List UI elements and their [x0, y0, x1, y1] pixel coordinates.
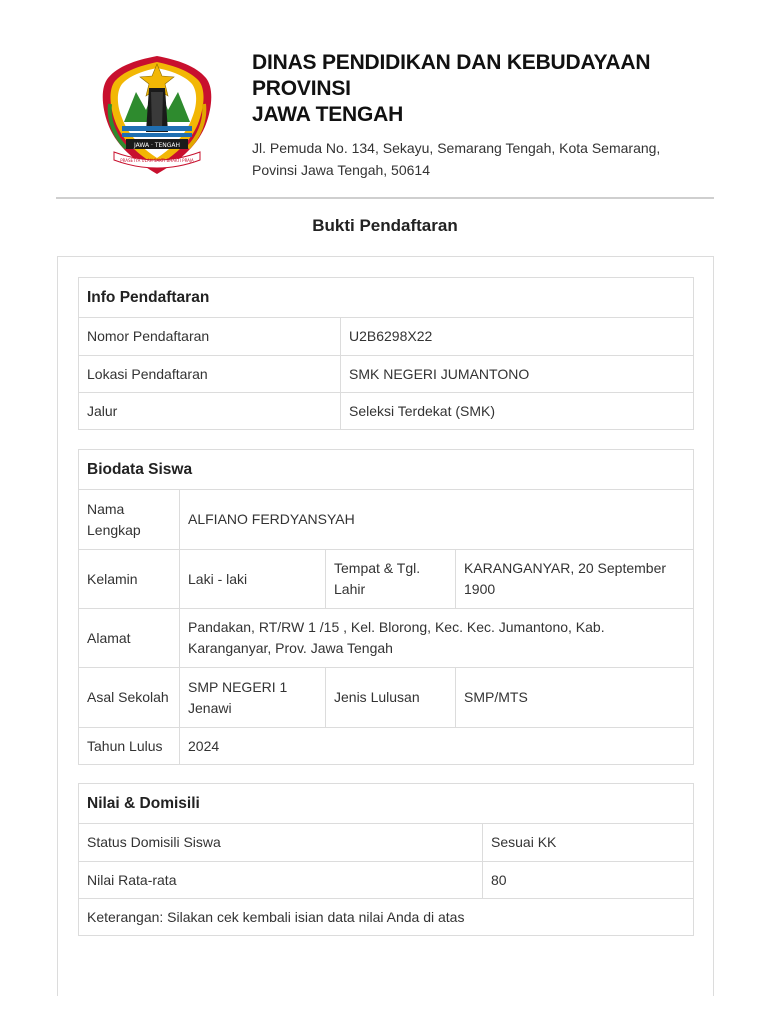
- nama-lengkap-label: Nama Lengkap: [79, 490, 180, 550]
- lokasi-pendaftaran-label: Lokasi Pendaftaran: [79, 356, 341, 393]
- address-line-1: Jl. Pemuda No. 134, Sekayu, Semarang Tengah, Kota Semarang,: [252, 140, 661, 156]
- jalur-value: Seleksi Terdekat (SMK): [341, 393, 694, 430]
- kelamin-label: Kelamin: [79, 550, 180, 609]
- asal-sekolah-label: Asal Sekolah: [79, 668, 180, 728]
- nilai-domisili-section: [78, 783, 694, 936]
- table-row: [79, 356, 694, 393]
- org-name-line-2: PROVINSI: [252, 77, 351, 100]
- kelamin-value: Laki - laki: [180, 550, 326, 609]
- organization-block: [252, 50, 712, 181]
- section-title: Nilai & Domisili: [79, 784, 694, 824]
- asal-sekolah-value: SMP NEGERI 1 Jenawi: [180, 668, 326, 728]
- info-pendaftaran-table: [78, 277, 694, 430]
- alamat-value: Pandakan, RT/RW 1 /15 , Kel. Blorong, Kec. Kec. Jumantono, Kab. Karanganyar, Prov. Jawa Tengah: [180, 609, 694, 668]
- nilai-rata-rata-label: Nilai Rata-rata: [79, 862, 483, 899]
- jalur-label: Jalur: [79, 393, 341, 430]
- info-pendaftaran-section: [78, 277, 694, 430]
- table-row: [79, 490, 694, 550]
- tahun-lulus-label: Tahun Lulus: [79, 728, 180, 765]
- lokasi-pendaftaran-value: SMK NEGERI JUMANTONO: [341, 356, 694, 393]
- tahun-lulus-value: 2024: [180, 728, 694, 765]
- jenis-lulusan-label: Jenis Lulusan: [326, 668, 456, 728]
- status-domisili-value: Sesuai KK: [483, 824, 694, 862]
- address-line-2: Povinsi Jawa Tengah, 50614: [252, 162, 430, 178]
- table-row: [79, 550, 694, 609]
- nomor-pendaftaran-label: Nomor Pendaftaran: [79, 318, 341, 356]
- table-row: [79, 824, 694, 862]
- table-row: [79, 609, 694, 668]
- org-name-line-1: DINAS PENDIDIKAN DAN KEBUDAYAAN: [252, 51, 651, 74]
- table-row: [79, 668, 694, 728]
- page-title: Bukti Pendaftaran: [312, 216, 458, 235]
- organization-address: [252, 137, 712, 181]
- section-title: Biodata Siswa: [79, 450, 694, 490]
- jenis-lulusan-value: SMP/MTS: [456, 668, 694, 728]
- nomor-pendaftaran-value: U2B6298X22: [341, 318, 694, 356]
- nama-lengkap-value: ALFIANO FERDYANSYAH: [180, 490, 694, 550]
- biodata-siswa-table: [78, 449, 694, 765]
- svg-text:JAWA · TENGAH: JAWA · TENGAH: [133, 142, 181, 149]
- nilai-domisili-table: [78, 783, 694, 936]
- section-title: Info Pendaftaran: [79, 278, 694, 318]
- document-header: [56, 40, 714, 198]
- table-row: [79, 728, 694, 765]
- organization-name: [252, 50, 712, 128]
- keterangan-text: Keterangan: Silakan cek kembali isian data nilai Anda di atas: [79, 899, 694, 936]
- section-header-row: [79, 784, 694, 824]
- jawa-tengah-emblem-icon: [96, 52, 218, 182]
- registration-card: [57, 256, 714, 996]
- svg-text:PRASETYA ULAH SAKTI BHAKTI PRA: PRASETYA ULAH SAKTI BHAKTI PRAJA: [120, 158, 194, 163]
- header-divider: [56, 197, 714, 199]
- section-header-row: [79, 278, 694, 318]
- status-domisili-label: Status Domisili Siswa: [79, 824, 483, 862]
- biodata-siswa-section: [78, 449, 694, 765]
- tempat-tgl-lahir-label: Tempat & Tgl. Lahir: [326, 550, 456, 609]
- table-row: [79, 318, 694, 356]
- table-row: [79, 393, 694, 430]
- table-row: [79, 899, 694, 936]
- section-header-row: [79, 450, 694, 490]
- table-row: [79, 862, 694, 899]
- alamat-label: Alamat: [79, 609, 180, 668]
- org-name-line-3: JAWA TENGAH: [252, 103, 404, 126]
- tempat-tgl-lahir-value: KARANGANYAR, 20 September 1900: [456, 550, 694, 609]
- nilai-rata-rata-value: 80: [483, 862, 694, 899]
